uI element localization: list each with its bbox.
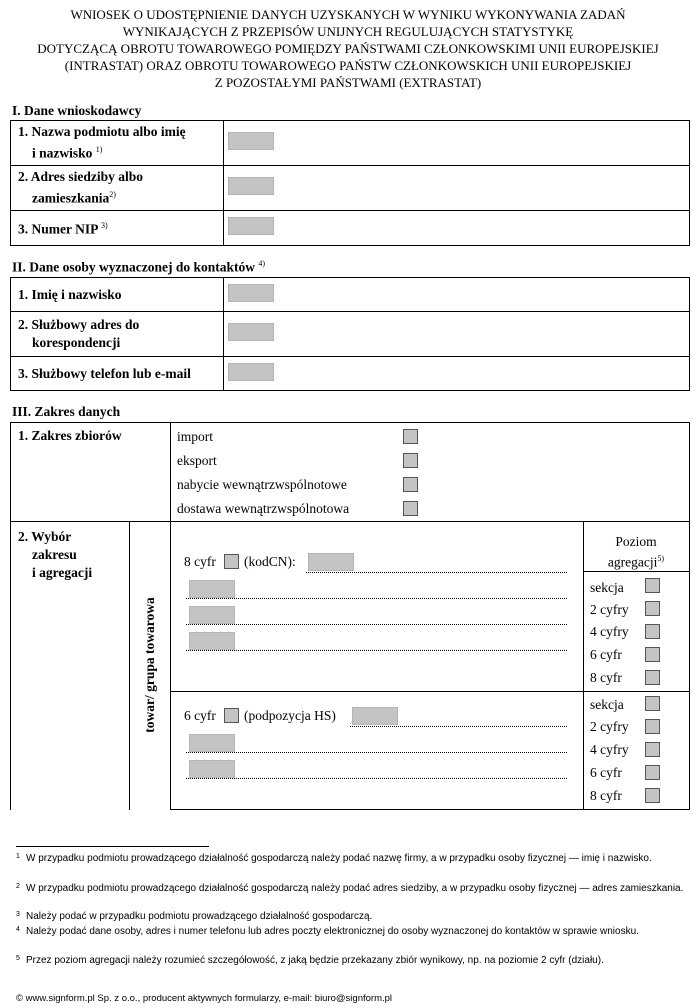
section-1-heading: I. Dane wnioskodawcy xyxy=(12,103,142,118)
wybor-label: 2. Wybór zakresu i agregacji xyxy=(18,529,93,580)
eksport-checkbox[interactable] xyxy=(403,453,418,468)
hs-checkbox[interactable] xyxy=(224,708,239,723)
nip-input[interactable] xyxy=(228,217,274,235)
level-a-8: 8 cyfr xyxy=(590,670,622,685)
block-a-digits: 8 cyfr xyxy=(184,554,216,569)
applicant-address-input[interactable] xyxy=(228,177,274,195)
form-title xyxy=(0,6,696,91)
level-b-8: 8 cyfr xyxy=(590,788,622,803)
hs-input-1[interactable] xyxy=(352,707,398,725)
title-line: Z POZOSTAŁYMI PAŃSTWAMI (EXTRASTAT) xyxy=(214,75,482,90)
level-b-4: 4 cyfry xyxy=(590,742,629,757)
address-label: 2. Adres siedziby albo zamieszkania$^{2)}$ xyxy=(11,166,224,211)
block-b-digits: 6 cyfr xyxy=(184,708,216,723)
zakres-label: 1. Zakres zbiorów xyxy=(18,428,122,443)
contact-address-input[interactable] xyxy=(228,323,274,341)
level-b-2: 2 cyfry xyxy=(590,719,629,734)
level-b-sekcja-checkbox[interactable] xyxy=(645,696,660,711)
footnote-1: 1 W przypadku podmiotu prowadzącego działalność gospodarczą należy podać nazwę firmy, a w przypadku osoby fizycznej — imię i nazwisko. xyxy=(16,853,652,864)
level-b-sekcja: sekcja xyxy=(590,697,624,712)
level-b-4-checkbox[interactable] xyxy=(645,742,660,757)
contact-phone-label: 3. Służbowy telefon lub e-mail xyxy=(11,357,224,391)
block-b-code: (podpozycja HS) xyxy=(244,708,336,723)
kodcn-checkbox[interactable] xyxy=(224,554,239,569)
footnote-5: 5 Przez poziom agregacji należy rozumieć szczegółowość, z jaką będzie przekazany zbiór wynikowy, np. na poziomie 2 cyfr (działu). xyxy=(16,955,604,966)
poziom-header: Poziom agregacji$^{5)}$ xyxy=(607,534,665,570)
level-a-8-checkbox[interactable] xyxy=(645,670,660,685)
name-label: 1. Nazwa podmiotu albo imię i nazwisko $^{1)}$ xyxy=(11,121,224,166)
nabycie-checkbox[interactable] xyxy=(403,477,418,492)
contact-name-label: 1. Imię i nazwisko xyxy=(11,278,224,312)
level-a-6: 6 cyfr xyxy=(590,647,622,662)
footnote-3: 3 Należy podać w przypadku podmiotu prowadzącego działalność gospodarczą. xyxy=(16,911,373,922)
zbior-import-label: import xyxy=(177,429,213,444)
import-checkbox[interactable] xyxy=(403,429,418,444)
level-a-4: 4 cyfry xyxy=(590,624,629,639)
kodcn-input-4[interactable] xyxy=(189,632,235,650)
level-b-2-checkbox[interactable] xyxy=(645,719,660,734)
applicant-table xyxy=(10,120,690,246)
zbior-nabycie-label: nabycie wewnątrzwspólnotowe xyxy=(177,477,347,492)
kodcn-input-3[interactable] xyxy=(189,606,235,624)
level-b-6: 6 cyfr xyxy=(590,765,622,780)
title-line: WYNIKAJĄCYCH Z PRZEPISÓW UNIJNYCH REGULUJĄCYCH STATYSTYKĘ xyxy=(122,24,574,39)
level-a-sekcja: sekcja xyxy=(590,580,624,595)
contact-name-input[interactable] xyxy=(228,284,274,302)
level-a-2: 2 cyfry xyxy=(590,602,629,617)
nip-label: 3. Numer NIP $^{3)}$ xyxy=(11,211,224,246)
block-a-code: (kodCN): xyxy=(244,554,296,569)
footnote-4: 4 Należy podać dane osoby, adres i numer telefonu lub adres poczty elektronicznej do osoby wyznaczonej do kontaktów w sprawie wniosku. xyxy=(16,926,639,937)
kodcn-input-1[interactable] xyxy=(308,553,354,571)
hs-input-3[interactable] xyxy=(189,760,235,778)
contact-table xyxy=(10,277,690,391)
title-line: DOTYCZĄCĄ OBROTU TOWAROWEGO POMIĘDZY PAŃSTWAMI CZŁONKOWSKIMI UNII EUROPEJSKIEJ xyxy=(37,41,659,56)
level-a-6-checkbox[interactable] xyxy=(645,647,660,662)
applicant-name-input[interactable] xyxy=(228,132,274,150)
page-footer: © www.signform.pl Sp. z o.o., producent aktywnych formularzy, e-mail: biuro@signform.pl xyxy=(16,993,393,1004)
level-b-8-checkbox[interactable] xyxy=(645,788,660,803)
level-a-4-checkbox[interactable] xyxy=(645,624,660,639)
zbior-eksport-label: eksport xyxy=(177,453,217,468)
section-2-heading: II. Dane osoby wyznaczonej do kontaktów $^{4)}$ xyxy=(12,259,266,275)
kodcn-input-2[interactable] xyxy=(189,580,235,598)
contact-address-label: 2. Służbowy adres do korespondencji xyxy=(11,312,224,357)
footnote-rule xyxy=(16,846,209,847)
zbior-dostawa-label: dostawa wewnątrzwspólnotowa xyxy=(177,501,350,516)
title-line: (INTRASTAT) ORAZ OBROTU TOWAROWEGO PAŃSTW CZŁONKOWSKICH UNII EUROPEJSKIEJ xyxy=(64,58,632,73)
level-b-6-checkbox[interactable] xyxy=(645,765,660,780)
level-a-2-checkbox[interactable] xyxy=(645,601,660,616)
section-3-heading: III. Zakres danych xyxy=(12,404,121,419)
dostawa-checkbox[interactable] xyxy=(403,501,418,516)
contact-phone-input[interactable] xyxy=(228,363,274,381)
vertical-label: towar/ grupa towarowa xyxy=(142,597,157,733)
title-line: WNIOSEK O UDOSTĘPNIENIE DANYCH UZYSKANYCH W WYNIKU WYKONYWANIA ZADAŃ xyxy=(70,7,626,22)
level-a-sekcja-checkbox[interactable] xyxy=(645,578,660,593)
footnote-2: 2 W przypadku podmiotu prowadzącego działalność gospodarczą należy podać adres siedziby, a w przypadku osoby fizycznej — adres zamieszkania. xyxy=(16,883,684,894)
hs-input-2[interactable] xyxy=(189,734,235,752)
